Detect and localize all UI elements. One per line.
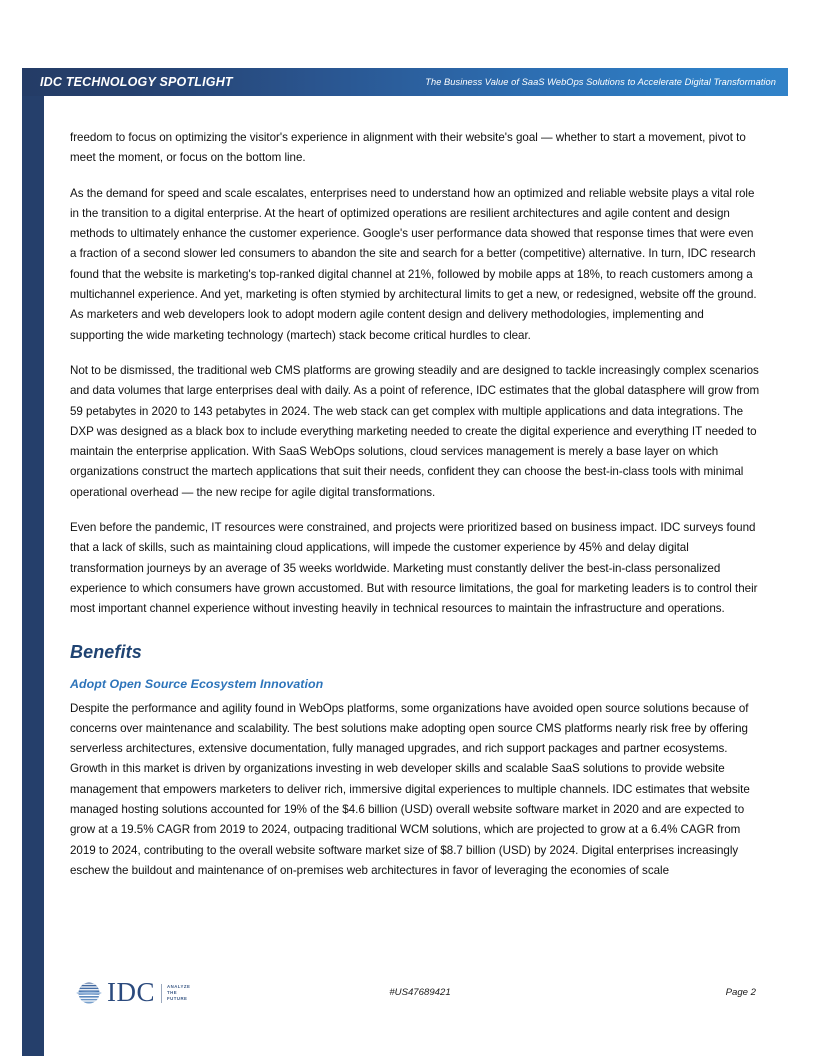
tagline-line-2: THE: [167, 990, 178, 995]
page-number: Page 2: [725, 987, 756, 998]
document-footer: [70, 975, 770, 1015]
paragraph: Despite the performance and agility found in WebOps platforms, some organizations have avoided open source solutions because of concerns over maintenance and scalability. The best solutions make adopting open source CMS platforms nearly risk free by offering serverless architectures, extensive documentation, fully managed upgrades, and rich support packages and partner ecosystems. Growth in this market is driven by organizations investing in web developer skills and scalable SaaS solutions to provide website management that empowers marketers to deliver rich, immersive digital experiences to multiple channels. IDC estimates that website managed hosting solutions accounted for 19% of the $4.6 billion (USD) overall website software market in 2020 and are expected to grow at a 19.5% CAGR from 2019 to 2024, outpacing traditional WCM solutions, which are projected to grow at a 6.4% CAGR from 2019 to 2024, contributing to the overall website software market size of $8.7 billion (USD) by 2024. Digital enterprises increasingly eschew the buildout and maintenance of on-premises web architectures in favor of leveraging the economies of scale: [70, 701, 750, 877]
paragraph: Not to be dismissed, the traditional web CMS platforms are growing steadily and are designed to tackle increasingly complex scenarios and data volumes that large enterprises deal with daily. As a point of reference, IDC estimates that the global datasphere will grow from 59 petabytes in 2020 to 143 petabytes in 2024. The web stack can get complex with multiple applications and data integrations. The DXP was designed as a black box to include everything marketing needed to create the digital experience and everything IT needed to maintain the enterprise application. With SaaS WebOps solutions, cloud services management is merely a base layer on which organizations construct the martech applications that suit their needs, confident they can choose the best-in-class tools with minimal operational overhead — the new recipe for agile digital transformations.: [70, 363, 760, 499]
paragraph: Even before the pandemic, IT resources were constrained, and projects were prioritized based on business impact. IDC surveys found that a lack of skills, such as maintaining cloud applications, will impede the customer experience by 45% and delay digital transformation journeys by an average of 35 weeks worldwide. Marketing must constantly deliver the best-in-class personalized experience to which consumers have grown accustomed. But with resource limitations, the goal for marketing leaders is to control their most important channel experience without investing heavily in technical resources to maintain the infrastructure and operations.: [70, 521, 758, 616]
left-sidebar-rail: [22, 68, 44, 1056]
tagline-line-3: FUTURE: [167, 996, 188, 1001]
document-content: [70, 128, 760, 896]
subsection-heading: Adopt Open Source Ecosystem Innovation: [70, 676, 324, 691]
header-subtitle: The Business Value of SaaS WebOps Solutions to Accelerate Digital Transformation: [425, 77, 776, 87]
left-rail-gap: [44, 96, 48, 1056]
header-title: IDC TECHNOLOGY SPOTLIGHT: [40, 75, 233, 89]
paragraph: freedom to focus on optimizing the visitor's experience in alignment with their website's goal — whether to start a movement, pivot to meet the moment, or focus on the bottom line.: [70, 131, 746, 165]
idc-wordmark: IDC: [107, 976, 155, 1007]
document-id: #US47689421: [389, 987, 451, 998]
document-header-banner: [22, 68, 788, 96]
section-heading-benefits: Benefits: [70, 641, 142, 662]
paragraph: As the demand for speed and scale escalates, enterprises need to understand how an optimized and reliable website plays a vital role in the transition to a digital enterprise. At the heart of optimized operations are resilient architectures and agile content and design methods to ultimately enhance the customer experience. Google's user performance data showed that response times that were even a fraction of a second slower led consumers to abandon the site and search for a better (competitive) alternative. In turn, IDC research found that the website is marketing's top-ranked digital channel at 21%, followed by mobile apps at 18%, to reach customers among a multichannel experience. And yet, marketing is often stymied by architectural limits to get a new, or redesigned, website off the ground. As marketers and web developers look to adopt modern agile content design and delivery methodologies, implementing and supporting the wide marketing technology (martech) stack become critical hurdles to clear.: [70, 186, 757, 342]
tagline-line-1: ANALYZE: [167, 984, 191, 989]
